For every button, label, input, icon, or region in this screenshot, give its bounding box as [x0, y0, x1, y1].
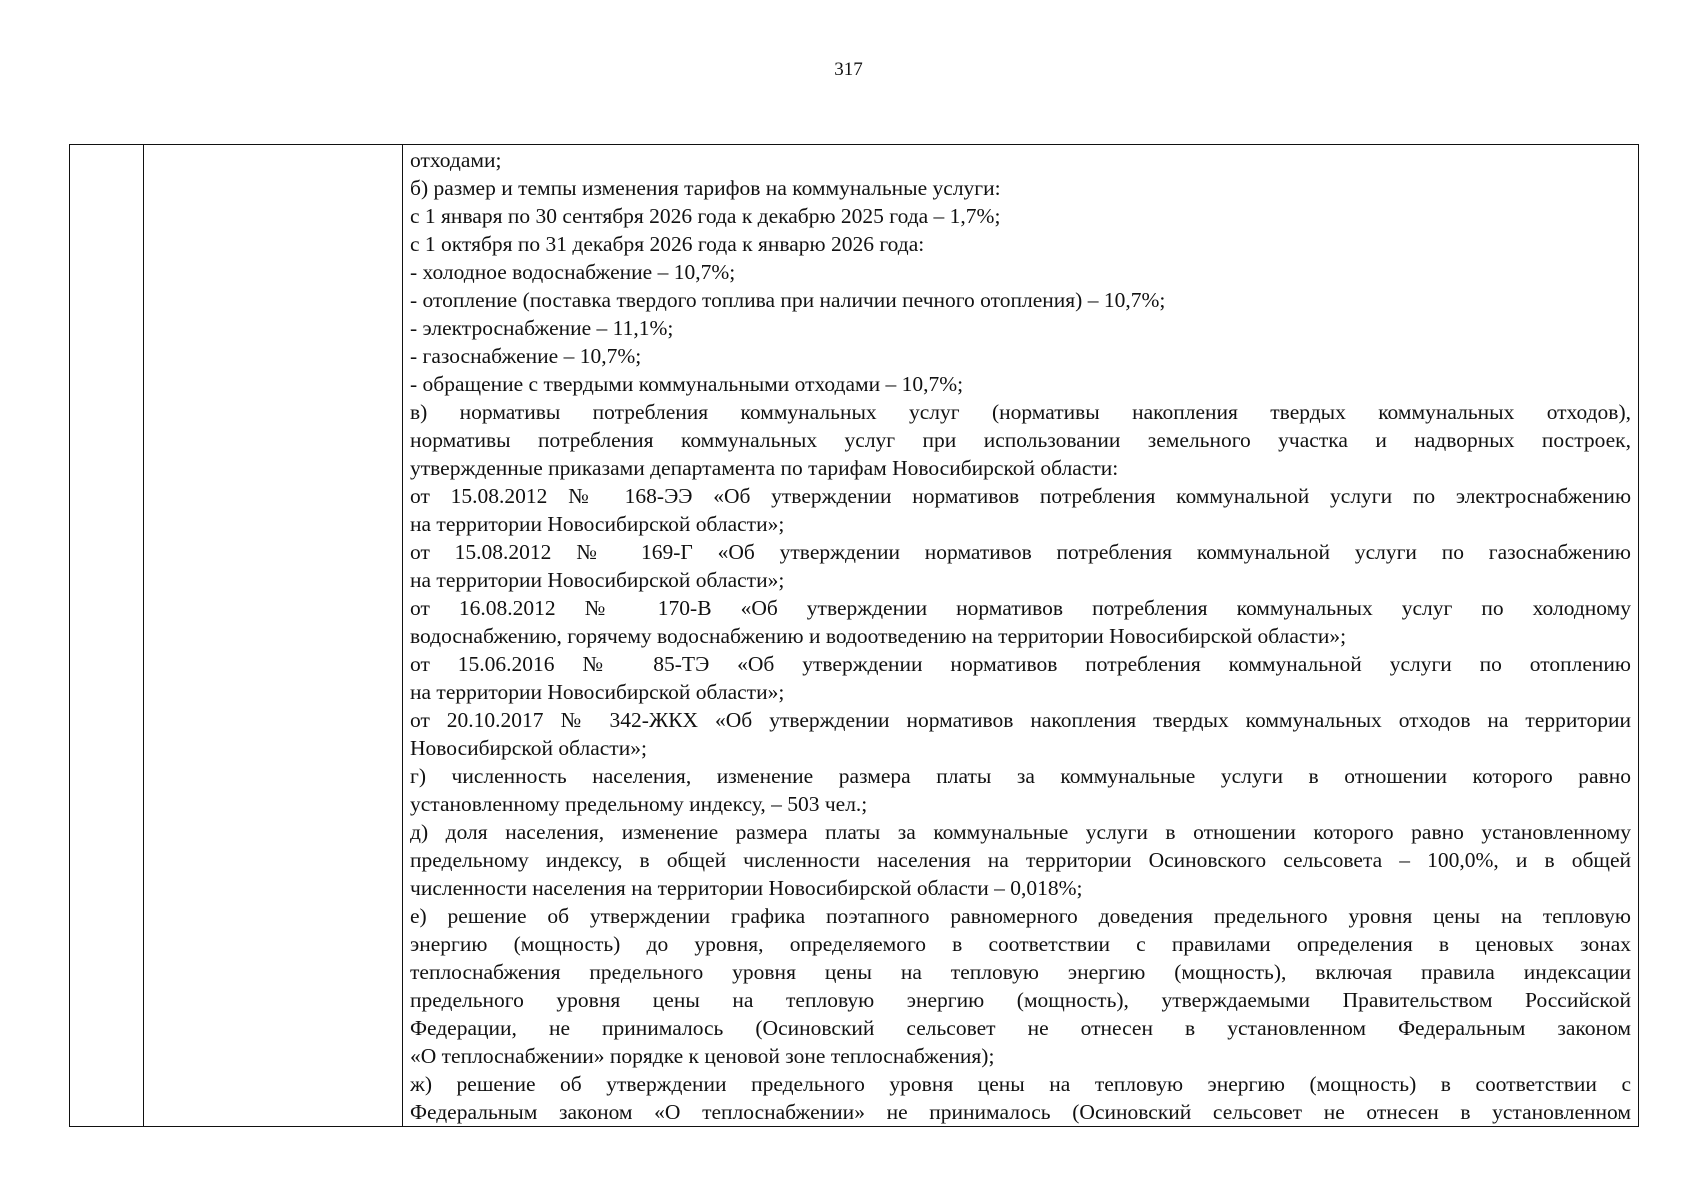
- text-line: от 16.08.2012 № 170-В «Об утверждении нормативов потребления коммунальных услуг по холодному: [410, 596, 1631, 620]
- text-line: Федерации, не принималось (Осиновский сельсовет не отнесен в установленном Федеральным законом: [410, 1016, 1631, 1040]
- text-line: от 15.08.2012 № 168-ЭЭ «Об утверждении нормативов потребления коммунальной услуги по электроснабжению: [410, 484, 1631, 508]
- text-line: предельному индексу, в общей численности населения на территории Осиновского сельсовета – 100,0%, и в общей: [410, 848, 1631, 872]
- text-line: теплоснабжения предельного уровня цены на тепловую энергию (мощность), включая правила индексации: [410, 960, 1631, 984]
- text-line: - холодное водоснабжение – 10,7%;: [410, 260, 736, 284]
- text-line: утвержденные приказами департамента по тарифам Новосибирской области:: [410, 456, 1119, 480]
- text-line: от 15.08.2012 № 169-Г «Об утверждении нормативов потребления коммунальной услуги по газоснабжению: [410, 540, 1631, 564]
- text-line: на территории Новосибирской области»;: [410, 680, 785, 704]
- text-line: д) доля населения, изменение размера платы за коммунальные услуги в отношении которого равно установленному: [410, 820, 1631, 844]
- text-line: г) численность населения, изменение размера платы за коммунальные услуги в отношении которого равно: [410, 764, 1631, 788]
- text-line: с 1 января по 30 сентября 2026 года к декабрю 2025 года – 1,7%;: [410, 204, 1001, 228]
- text-line: с 1 октября по 31 декабря 2026 года к январю 2026 года:: [410, 232, 925, 256]
- empty-cell-name: [144, 145, 403, 1127]
- text-line: на территории Новосибирской области»;: [410, 512, 785, 536]
- content-text: [410, 146, 1631, 1126]
- text-line: - электроснабжение – 11,1%;: [410, 316, 674, 340]
- table-row: [70, 145, 1639, 1127]
- content-cell: [403, 145, 1639, 1127]
- text-line: - отопление (поставка твердого топлива при наличии печного отопления) – 10,7%;: [410, 288, 1166, 312]
- text-line: ж) решение об утверждении предельного уровня цены на тепловую энергию (мощность) в соответствии с: [410, 1072, 1631, 1096]
- text-line: на территории Новосибирской области»;: [410, 568, 785, 592]
- text-line: - обращение с твердыми коммунальными отходами – 10,7%;: [410, 372, 964, 396]
- text-line: нормативы потребления коммунальных услуг при использовании земельного участка и надворных построек,: [410, 428, 1631, 452]
- text-line: численности населения на территории Новосибирской области – 0,018%;: [410, 876, 1083, 900]
- text-line: в) нормативы потребления коммунальных услуг (нормативы накопления твердых коммунальных отходов),: [410, 400, 1631, 424]
- document-table: [69, 144, 1639, 1127]
- text-line: «О теплоснабжении» порядке к ценовой зоне теплоснабжения);: [410, 1044, 995, 1068]
- page-number: 317: [834, 59, 863, 80]
- text-line: энергию (мощность) до уровня, определяемого в соответствии с правилами определения в ценовых зонах: [410, 932, 1631, 956]
- text-line: Новосибирской области»;: [410, 736, 647, 760]
- text-line: отходами;: [410, 148, 502, 172]
- text-line: - газоснабжение – 10,7%;: [410, 344, 642, 368]
- text-line: от 20.10.2017 № 342-ЖКХ «Об утверждении нормативов накопления твердых коммунальных отходов на территории: [410, 708, 1631, 732]
- text-line: от 15.06.2016 № 85-ТЭ «Об утверждении нормативов потребления коммунальной услуги по отоплению: [410, 652, 1631, 676]
- text-line: Федеральным законом «О теплоснабжении» не принималось (Осиновский сельсовет не отнесен в установленном: [410, 1100, 1631, 1124]
- empty-cell-number: [70, 145, 144, 1127]
- text-line: предельного уровня цены на тепловую энергию (мощность), утверждаемыми Правительством Российской: [410, 988, 1631, 1012]
- text-line: установленному предельному индексу, – 503 чел.;: [410, 792, 868, 816]
- text-line: водоснабжению, горячему водоснабжению и водоотведению на территории Новосибирской области»;: [410, 624, 1347, 648]
- text-line: е) решение об утверждении графика поэтапного равномерного доведения предельного уровня цены на тепловую: [410, 904, 1631, 928]
- text-line: б) размер и темпы изменения тарифов на коммунальные услуги:: [410, 176, 1001, 200]
